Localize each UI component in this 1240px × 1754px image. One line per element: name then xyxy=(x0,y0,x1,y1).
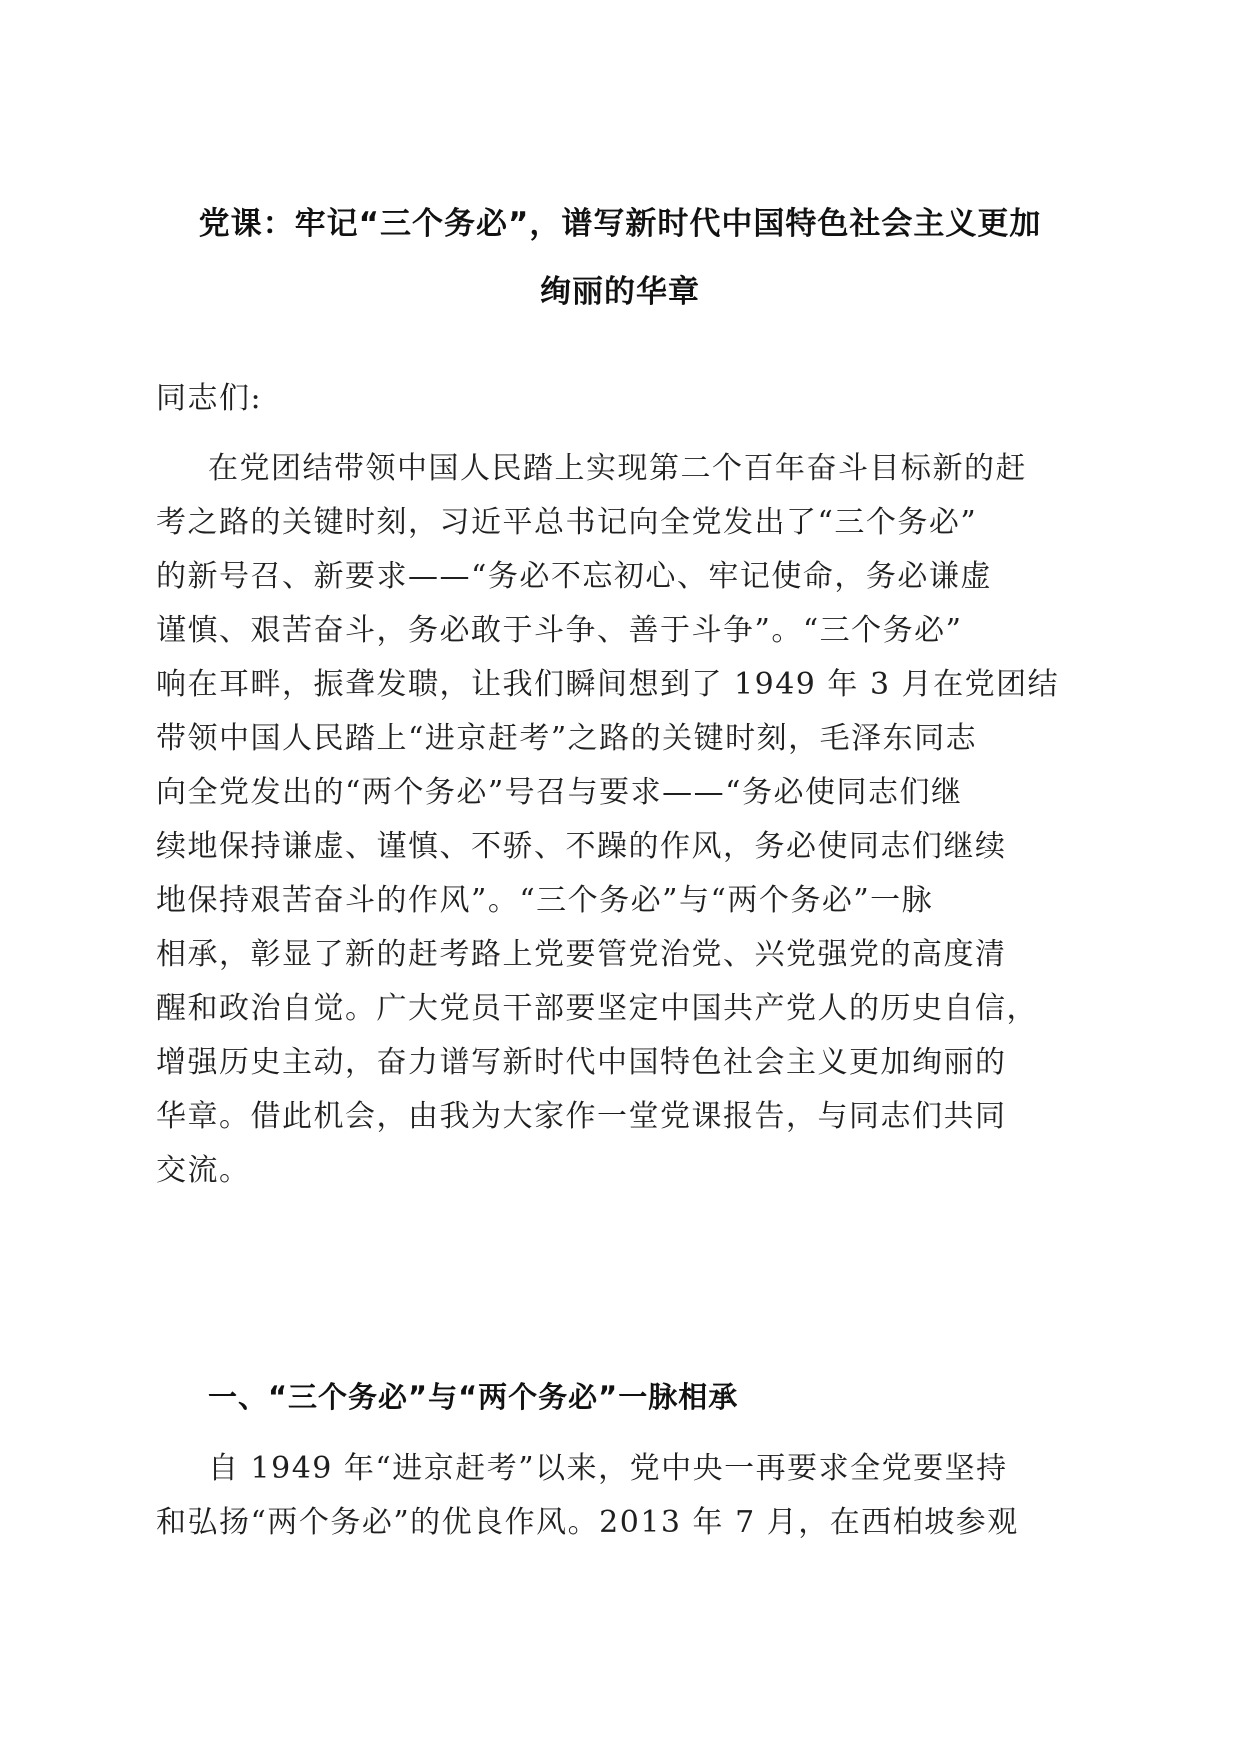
paragraph-line: 和弘扬“两个务必”的优良作风。2013 年 7 月，在西柏坡参观 xyxy=(156,1505,1019,1540)
section-heading: 一、“三个务必”与“两个务必”一脉相承 xyxy=(208,1380,739,1414)
paragraph-line: 向全党发出的“两个务必”号召与要求——“务必使同志们继 xyxy=(156,775,963,810)
title-line: 党课：牢记“三个务必”，谱写新时代中国特色社会主义更加 xyxy=(198,206,1042,242)
paragraph-line: 交流。 xyxy=(156,1153,251,1188)
salutation-text: 同志们: xyxy=(156,381,263,416)
paragraph-line: 相承，彰显了新的赶考路上党要管党治党、兴党强党的高度清 xyxy=(156,937,1007,972)
paragraph-section-one xyxy=(156,1442,1086,1550)
paragraph-intro xyxy=(156,442,1086,1198)
paragraph-line: 的新号召、新要求——“务必不忘初心、牢记使命，务必谦虚 xyxy=(156,559,992,594)
paragraph-line: 自 1949 年“进京赶考”以来，党中央一再要求全党要坚持 xyxy=(208,1451,1008,1486)
salutation xyxy=(156,372,1086,426)
document-title xyxy=(150,190,1090,326)
paragraph-line: 在党团结带领中国人民踏上实现第二个百年奋斗目标新的赶 xyxy=(208,451,1027,486)
paragraph-line: 地保持艰苦奋斗的作风”。“三个务必”与“两个务必”一脉 xyxy=(156,883,934,918)
paragraph-line: 考之路的关键时刻，习近平总书记向全党发出了“三个务必” xyxy=(156,505,978,540)
paragraph-line: 谨慎、艰苦奋斗，务必敢于斗争、善于斗争”。“三个务必” xyxy=(156,613,963,648)
paragraph-line: 续地保持谦虚、谨慎、不骄、不躁的作风，务必使同志们继续 xyxy=(156,829,1007,864)
paragraph-line: 响在耳畔，振聋发聩，让我们瞬间想到了 1949 年 3 月在党团结 xyxy=(156,667,1060,702)
title-line: 绚丽的华章 xyxy=(540,274,700,310)
paragraph-line: 醒和政治自觉。广大党员干部要坚定中国共产党人的历史自信， xyxy=(156,991,1038,1026)
paragraph-line: 增强历史主动，奋力谱写新时代中国特色社会主义更加绚丽的 xyxy=(156,1045,1007,1080)
paragraph-line: 华章。借此机会，由我为大家作一堂党课报告，与同志们共同 xyxy=(156,1099,1007,1134)
paragraph-line: 带领中国人民踏上“进京赶考”之路的关键时刻，毛泽东同志 xyxy=(156,721,978,756)
